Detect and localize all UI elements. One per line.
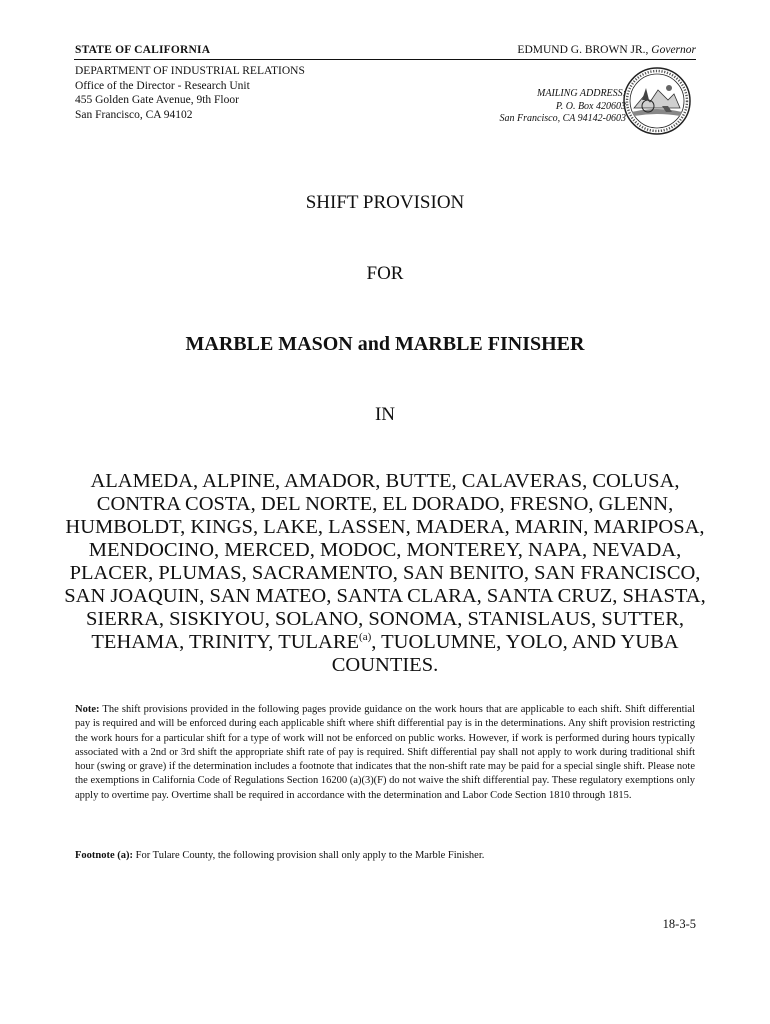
state-name: STATE OF CALIFORNIA: [75, 44, 211, 56]
county-list-end: , TUOLUMNE, YOLO, AND YUBA COUNTIES.: [331, 631, 679, 676]
note-paragraph: [75, 703, 695, 803]
county-list: [60, 470, 710, 677]
title-for: FOR: [366, 263, 404, 284]
title-craft: MARBLE MASON and MARBLE FINISHER: [185, 333, 585, 355]
title-shift-provision: SHIFT PROVISION: [305, 192, 465, 213]
footnote-mark: (a): [359, 631, 372, 644]
footnote-text: For Tulare County, the following provision shall only apply to the Marble Finisher.: [135, 850, 485, 861]
page-number: 18-3-5: [662, 917, 696, 931]
county-list-main: ALAMEDA, ALPINE, AMADOR, BUTTE, CALAVERAS, COLUSA, CONTRA COSTA, DEL NORTE, EL DORADO, FRESNO, GLENN, HUMBOLDT, KINGS, LAKE, LASSEN, MADERA, MARIN, MARIPOSA, MENDOCINO, MERCED, MODOC, MONTEREY, NAPA, NEVADA, PLACER, PLUMAS, SACRAMENTO, SAN BENITO, SAN FRANCISCO, SAN JOAQUIN, SAN MATEO, SANTA CLARA, SANTA CRUZ, SHASTA, SIERRA, SISKIYOU, SOLANO, SONOMA, STANISLAUS, SUTTER, TEHAMA, TRINITY, TULARE: [64, 470, 706, 653]
mailing-address: [500, 88, 626, 126]
department-name: DEPARTMENT OF INDUSTRIAL RELATIONS: [75, 65, 305, 77]
governor-line: [517, 44, 696, 56]
street-address: 455 Golden Gate Avenue, 9th Floor: [75, 94, 239, 106]
governor-name: EDMUND G. BROWN JR.,: [517, 44, 649, 56]
header-rule: [74, 59, 696, 60]
department-address: [75, 64, 305, 122]
note-text: The shift provisions provided in the following pages provide guidance on the work hours that are applicable to each shift. Shift differential pay is required and will be enforced during each applicable shift where shift differential pay is in the determinations. Any shift provision restricting the work hours for a particular shift for a type of work will not be enforced on public works. However, if work is performed during hours typically associated with a 2nd or 3rd shift the appropriate shift rate of pay is required. Shift differential pay shall not apply to work during traditional shift hour (swing or grave) if the determination includes a footnote that indicates that the non-shift rate may be paid for a special single shift. Please note the exemptions in California Code of Regulations Section 16200 (a)(3)(F) do not waive the shift differential pay. These regulatory exemptions only apply to overtime pay. Overtime shall be required in accordance with the determination and Labor Code Section 1810 through 1815.: [75, 704, 695, 801]
city-address: San Francisco, CA 94102: [75, 108, 193, 121]
mailing-label: MAILING ADDRESS:: [537, 88, 626, 99]
note-label: Note:: [75, 704, 100, 715]
footnote-label: Footnote (a):: [75, 850, 134, 861]
mailing-city: San Francisco, CA 94142-0603: [499, 113, 626, 124]
header-left: [75, 44, 375, 56]
governor-title: Governor: [651, 44, 696, 56]
footnote-paragraph: [75, 849, 695, 863]
mailing-box: P. O. Box 420603: [555, 100, 626, 112]
office-name: Office of the Director - Research Unit: [75, 79, 250, 92]
state-seal-icon: [622, 66, 692, 136]
title-in: IN: [374, 404, 396, 425]
